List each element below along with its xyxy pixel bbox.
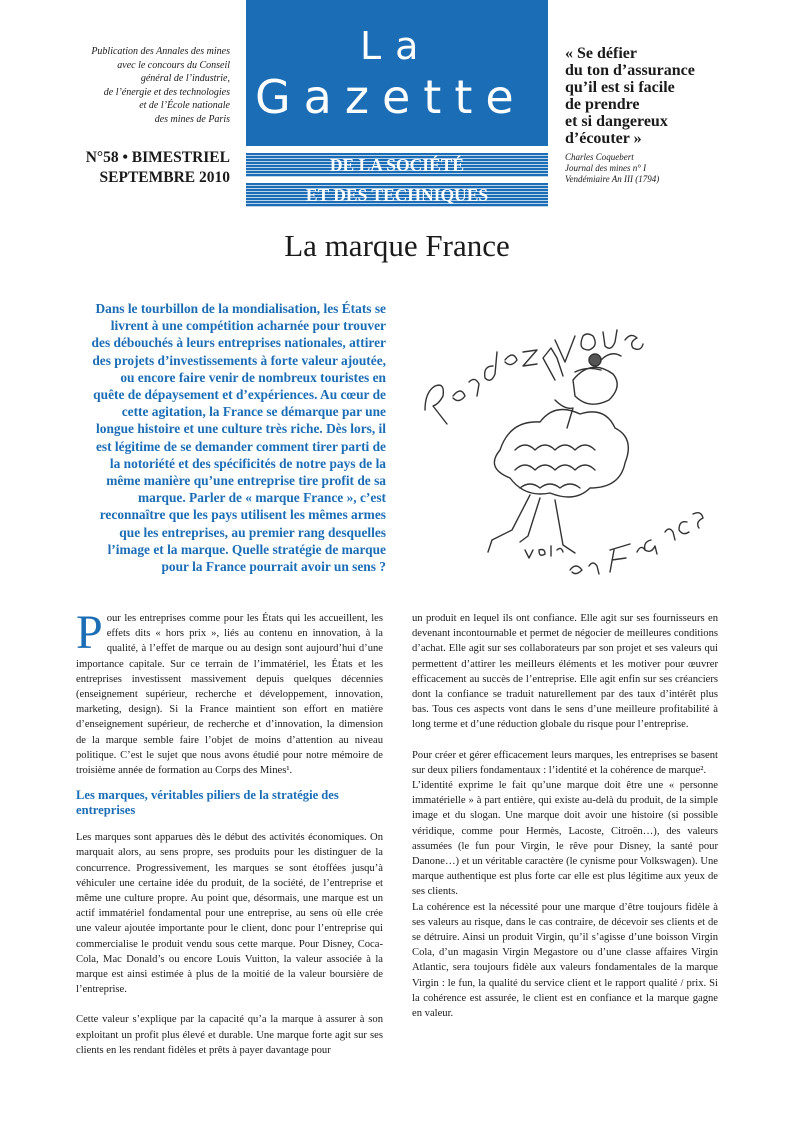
intro-paragraph [76,606,383,778]
drop-cap: P [76,606,103,659]
masthead-subtitle-2: ET DES TECHNIQUES [305,185,489,205]
section-heading: Les marques, véritables piliers de la stratégie des entreprises [76,788,339,818]
publication-info-line: de l’énergie et des technologies [103,86,230,98]
issue-info [40,148,230,188]
epigraph-quote [565,45,765,147]
quote-line: qu’il est si facile [565,79,675,96]
issue-number: N°58 • BIMESTRIEL [85,149,230,166]
body-column-2 [412,611,718,1021]
quote-line: et si dangereux [565,113,668,130]
quote-line: du ton d’assurance [565,62,695,79]
quote-line: « Se défier [565,45,637,62]
issue-date: SEPTEMBRE 2010 [99,169,230,186]
body-paragraph: Pour créer et gérer efficacement leurs marques, les entreprises se basent sur deux piliers fondamentaux : l’identité et la cohérence de marque². [412,749,718,776]
publication-info-line: général de l’industrie, [140,73,230,84]
masthead-logo-gazette: Gazette [255,70,527,124]
body-paragraph: L’identité exprime le fait qu’une marque doit être une « personne immatérielle » à part entière, qui existe au-delà du produit, de la simple image et du slogan. Une marque doit avoir une histoire (si possible véridique, comme pour Hermès, Lacoste, Citroën…), des valeurs assumées (le fun pour Virgin, le rêve pour Disney, la santé pour Danone…) et un véritable caractère (le cynisme pour Volkswagen). Une marque authentique est plus forte car elle est plus légitime aux yeux de ses clients. [412,780,718,898]
publication-info-line: et de l’École nationale [139,100,230,111]
quote-attribution [565,152,765,185]
quote-credit-line: Charles Coquebert [565,152,634,162]
masthead-subtitle-1: DE LA SOCIÉTÉ [329,155,465,175]
cancan-dancer-drawing [405,300,705,590]
quote-line: d’écouter » [565,130,642,147]
body-column-1 [76,606,383,1058]
publication-info-line: avec le concours du Conseil [117,59,230,71]
quote-credit-line: Vendémiaire An III (1794) [565,174,660,184]
masthead-logo-la: La [360,24,433,68]
publication-info [40,45,230,126]
body-paragraph: La cohérence est la nécessité pour une marque d’être toujours fidèle à ses valeurs au risque, dans le cas contraire, de décevoir ses clients et de se détruire. Ainsi un produit Virgin, qu’il s’agisse d’une boisson Virgin Cola, d’un magasin Virgin Megastore ou d’une classe affaires Virgin Atlantic, sera toujours fidèle aux valeurs fondamentales de la marque Virgin : le fun, la qualité du service client et le rapport qualité / prix. Si la cohérence est assurée, le client est en confiance et la marque gagne en valeur. [412,901,718,1020]
body-paragraph: Cette valeur s’explique par la capacité qu’a la marque à assurer à son exploitant un profit plus élevé et durable. Une marque forte agit sur ses clients en les rendant fidèles et prêts à payer davantage pour [76,1014,383,1056]
publication-info-line: Publication des Annales des mines [91,46,230,57]
body-paragraph: un produit en lequel ils ont confiance. Elle agit sur ses fournisseurs en devenant incontournable et permet de négocier de meilleures conditions d’achat. Elle agit sur ses collaborateurs par son projet et ses valeurs qui permettent d’attirer les meilleurs éléments et les motiver pour œuvrer efficacement au succès de l’entreprise. Elle agit enfin sur ses créanciers dont la confiance se traduit naturellement par des taux d’intérêt plus bas. Tous ces aspects vont dans le sens d’une meilleure profitabilité à long terme et d’une réduction globale du risque pour l’entreprise. [412,613,718,731]
body-paragraph: Les marques sont apparues dès le début des activités économiques. On marquait alors, au sens propre, ses produits pour les distinguer de la concurrence. Progressivement, les marques se sont étoffées jusqu’à véhiculer une certaine idée du produit, de la société, de l’entreprise et même une culture propre. Au point que, désormais, une marque est un actif immatériel fondamental pour une entreprise, au sens où elle crée une valeur ajoutée importante pour le client, donc pour l’entreprise qui commercialise le produit vendu sous cette marque. Pour Disney, Coca-Cola, Mac Donald’s ou encore Louis Vuitton, la valeur associée à la marque est ainsi estimée à plus de la moitié de la valeur boursière de l’entreprise. [76,832,383,996]
quote-credit-line: Journal des mines n° I [565,163,647,173]
illustration-rendez-vous-en-france [405,300,705,590]
article-lead: Dans le tourbillon de la mondialisation, les États se livrent à une compétition acharnée pour trouver des débouchés à leurs entreprises nationales, attirer des projets d’investissements à forte valeur ajoutée, ou encore faire venir de nombreux touristes en quête de dépaysement et d’expériences. Au cœur de cette agitation, la France se démarque par une longue histoire et une culture très riche. Dès lors, il est légitime de se demander comment tirer parti de la notoriété et des spécificités de notre pays de la même manière qu’une entreprise tire profit de sa marque. Parler de « marque France », c’est reconnaître que les pays utilisent les mêmes armes que les entreprises, au premier rang desquelles l’image et la marque. Quelle stratégie de marque pour la France pourrait avoir un sens ? [91,301,386,575]
article-title: La marque France [284,228,510,263]
intro-text: our les entreprises comme pour les États qui les accueillent, les effets dits « hors prix », liés au contenu en innovation, à la qualité, à l’effet de marque ou au design sont aujourd’hui d’une importance capitale. Sur ce terrain de l’immatériel, les États et les entreprises investissent massivement depuis quelques décennies (enseignement supérieur, recherche et développement, innovation, marketing, design). Si la France maintient son effort en matière d’enseignement supérieur, de recherche et d’innovation, la dimension de la marque semble faire l’objet de moins d’attention au niveau politique. C’est le sujet que nous avons étudié pour notre mémoire de troisième année de formation au Corps des Mines¹. [76,613,383,777]
quote-line: de prendre [565,96,640,113]
publication-info-line: des mines de Paris [154,113,230,125]
